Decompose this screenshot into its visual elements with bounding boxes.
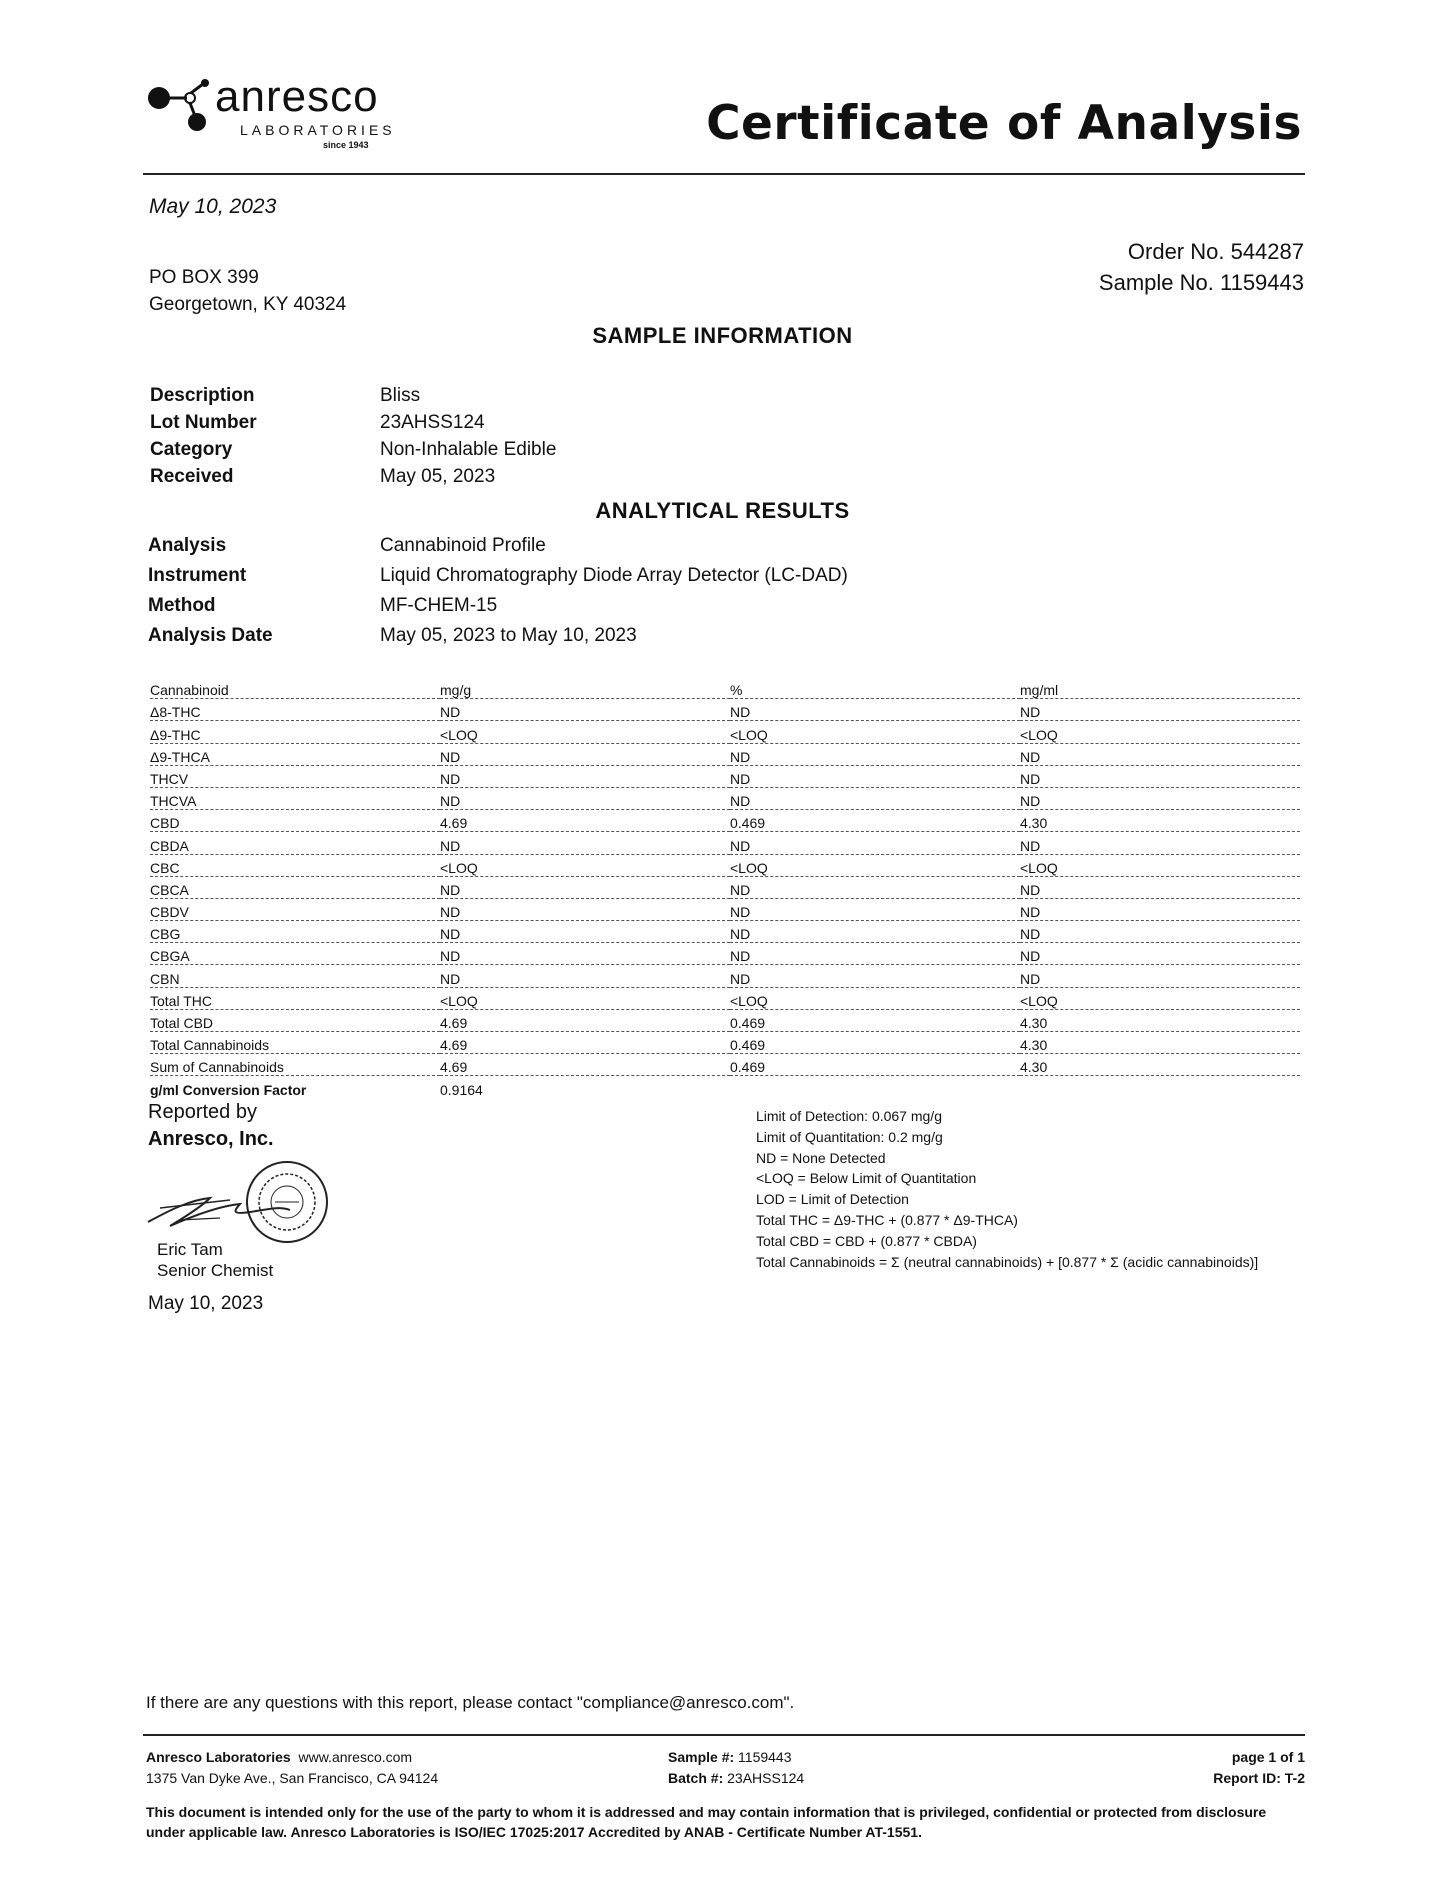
field-value: Liquid Chromatography Diode Array Detector (LC-DAD) — [380, 565, 848, 586]
field-label: Received — [150, 466, 234, 487]
result-value: ND — [440, 921, 730, 943]
result-value: ND — [1020, 943, 1300, 965]
corporate-seal-icon — [245, 1160, 330, 1245]
result-value: ND — [730, 943, 1020, 965]
logo-since: since 1943 — [323, 140, 369, 150]
result-value: ND — [440, 965, 730, 987]
footer-website: www.anresco.com — [298, 1749, 413, 1765]
result-value: ND — [1020, 898, 1300, 920]
result-value: ND — [730, 832, 1020, 854]
result-value: ND — [1020, 765, 1300, 787]
field-value: May 05, 2023 to May 10, 2023 — [380, 625, 637, 646]
sample-information-heading: SAMPLE INFORMATION — [592, 323, 853, 348]
analytical-row — [148, 532, 948, 562]
result-value: 4.69 — [440, 1009, 730, 1031]
field-value: Cannabinoid Profile — [380, 535, 546, 556]
order-info — [1099, 236, 1304, 298]
footer-batch-value: 23AHSS124 — [727, 1770, 805, 1786]
cannabinoid-name: THCVA — [150, 787, 440, 809]
column-header: mg/g — [440, 677, 730, 699]
footer-address: 1375 Van Dyke Ave., San Francisco, CA 94124 — [146, 1770, 439, 1786]
empty-cell — [1020, 1076, 1300, 1098]
note-line: ND = None Detected — [756, 1149, 886, 1166]
client-address — [149, 264, 346, 318]
footer-lab-name: Anresco Laboratories — [146, 1749, 291, 1765]
analytical-row — [148, 562, 948, 592]
column-header: Cannabinoid — [150, 677, 440, 699]
conversion-factor-row — [150, 1076, 1300, 1098]
table-row — [150, 765, 1300, 787]
table-row — [150, 987, 1300, 1009]
field-value: Bliss — [380, 385, 421, 406]
result-value: ND — [730, 765, 1020, 787]
cannabinoid-name: CBC — [150, 854, 440, 876]
analytical-results-heading: ANALYTICAL RESULTS — [595, 498, 850, 523]
result-value: ND — [440, 787, 730, 809]
table-row — [150, 943, 1300, 965]
result-value: <LOQ — [1020, 854, 1300, 876]
report-date: May 10, 2023 — [149, 195, 277, 218]
footer-sample-label: Sample #: — [668, 1749, 735, 1765]
sample-number: Sample No. 1159443 — [1098, 270, 1304, 295]
signature-date: May 10, 2023 — [148, 1293, 264, 1314]
result-value: 0.469 — [730, 810, 1020, 832]
cannabinoid-name: Total CBD — [150, 1009, 440, 1031]
sample-info-row — [150, 463, 850, 490]
field-label: Method — [148, 595, 216, 616]
table-row — [150, 743, 1300, 765]
result-value: ND — [1020, 743, 1300, 765]
contact-line: If there are any questions with this report, please contact "compliance@anresco.com". — [146, 1693, 795, 1712]
cannabinoid-name: THCV — [150, 765, 440, 787]
result-value: 4.30 — [1020, 810, 1300, 832]
reported-by-label: Reported by — [148, 1101, 257, 1123]
result-value: 4.30 — [1020, 1032, 1300, 1054]
result-value: ND — [730, 787, 1020, 809]
cannabinoid-name: Δ9-THC — [150, 721, 440, 743]
empty-cell — [730, 1076, 1020, 1098]
sample-info-row — [150, 436, 850, 463]
table-row — [150, 810, 1300, 832]
field-label: Category — [150, 439, 233, 460]
cannabinoid-name: Total THC — [150, 987, 440, 1009]
address-line-1: PO BOX 399 — [149, 267, 259, 288]
result-value: 4.69 — [440, 810, 730, 832]
table-row — [150, 876, 1300, 898]
signer-block — [157, 1239, 273, 1281]
footer-center — [668, 1747, 804, 1789]
table-row — [150, 832, 1300, 854]
result-value: ND — [730, 921, 1020, 943]
field-label: Description — [150, 385, 255, 406]
cannabinoid-name: Δ8-THC — [150, 699, 440, 721]
note-line: Total Cannabinoids = Σ (neutral cannabinoids) + [0.877 * Σ (acidic cannabinoids)] — [756, 1253, 1259, 1270]
cannabinoid-name: CBDA — [150, 832, 440, 854]
result-value: ND — [1020, 699, 1300, 721]
logo-subtitle: LABORATORIES — [240, 122, 396, 138]
document-title: Certificate of Analysis — [706, 96, 1302, 151]
anresco-logo — [145, 72, 415, 158]
result-value: <LOQ — [730, 721, 1020, 743]
result-value: 0.469 — [730, 1054, 1020, 1076]
result-value: <LOQ — [730, 987, 1020, 1009]
result-value: ND — [730, 743, 1020, 765]
footer-left — [146, 1747, 438, 1789]
footer-report-id: Report ID: T-2 — [1213, 1770, 1305, 1786]
conversion-factor-label: g/ml Conversion Factor — [150, 1081, 307, 1098]
result-value: ND — [440, 765, 730, 787]
table-row — [150, 921, 1300, 943]
result-value: ND — [730, 965, 1020, 987]
field-label: Lot Number — [150, 412, 257, 433]
result-value: 4.69 — [440, 1032, 730, 1054]
analytical-row — [148, 592, 948, 622]
result-value: <LOQ — [1020, 721, 1300, 743]
note-line: Total THC = Δ9-THC + (0.877 * Δ9-THCA) — [756, 1211, 1018, 1228]
field-value: MF-CHEM-15 — [380, 595, 498, 616]
table-row — [150, 699, 1300, 721]
table-row — [150, 787, 1300, 809]
cannabinoid-name: CBD — [150, 810, 440, 832]
notes-legend — [756, 1106, 1258, 1272]
footer-page: page 1 of 1 — [1231, 1749, 1305, 1765]
cannabinoid-name: CBGA — [150, 943, 440, 965]
address-line-2: Georgetown, KY 40324 — [149, 294, 347, 315]
result-value: <LOQ — [440, 987, 730, 1009]
cannabinoid-name: CBCA — [150, 876, 440, 898]
footer-divider — [143, 1734, 1305, 1736]
result-value: ND — [440, 743, 730, 765]
table-row — [150, 1032, 1300, 1054]
result-value: <LOQ — [440, 721, 730, 743]
field-label: Analysis Date — [148, 625, 273, 646]
result-value: <LOQ — [1020, 987, 1300, 1009]
result-value: ND — [1020, 832, 1300, 854]
cannabinoid-name: CBG — [150, 921, 440, 943]
analytical-row — [148, 622, 948, 652]
result-value: ND — [730, 876, 1020, 898]
result-value: ND — [440, 898, 730, 920]
table-row — [150, 1054, 1300, 1076]
result-value: ND — [730, 699, 1020, 721]
cannabinoid-name: Δ9-THCA — [150, 743, 440, 765]
result-value: 4.30 — [1020, 1009, 1300, 1031]
result-value: 4.30 — [1020, 1054, 1300, 1076]
header-divider — [143, 173, 1305, 175]
column-header: % — [730, 677, 1020, 699]
result-value: ND — [440, 699, 730, 721]
table-header-row — [150, 677, 1300, 699]
field-label: Analysis — [148, 535, 227, 556]
column-header: mg/ml — [1020, 677, 1300, 699]
table-row — [150, 898, 1300, 920]
note-line: Limit of Quantitation: 0.2 mg/g — [756, 1128, 943, 1145]
note-line: LOD = Limit of Detection — [756, 1191, 909, 1208]
table-row — [150, 854, 1300, 876]
footer-batch-label: Batch #: — [668, 1770, 724, 1786]
molecule-logo-icon — [145, 78, 220, 140]
result-value: 4.69 — [440, 1054, 730, 1076]
result-value: 0.469 — [730, 1032, 1020, 1054]
result-value: ND — [440, 832, 730, 854]
cannabinoid-name: Total Cannabinoids — [150, 1032, 440, 1054]
logo-wordmark: anresco — [215, 72, 379, 121]
sample-info-row — [150, 382, 850, 409]
result-value: ND — [1020, 787, 1300, 809]
note-line: Total CBD = CBD + (0.877 * CBDA) — [756, 1232, 977, 1249]
footer-sample-value: 1159443 — [738, 1749, 792, 1765]
order-number: Order No. 544287 — [1127, 239, 1304, 264]
sample-info-row — [150, 409, 850, 436]
note-line: <LOQ = Below Limit of Quantitation — [756, 1170, 977, 1187]
table-row — [150, 965, 1300, 987]
field-value: 23AHSS124 — [380, 412, 485, 433]
field-label: Instrument — [148, 565, 247, 586]
result-value: <LOQ — [440, 854, 730, 876]
result-value: ND — [1020, 965, 1300, 987]
signer-title: Senior Chemist — [157, 1261, 274, 1280]
result-value: <LOQ — [730, 854, 1020, 876]
result-value: ND — [730, 898, 1020, 920]
result-value: ND — [440, 943, 730, 965]
footer-right — [1213, 1747, 1305, 1789]
cannabinoid-name: Sum of Cannabinoids — [150, 1054, 440, 1076]
result-value: ND — [1020, 921, 1300, 943]
table-row — [150, 721, 1300, 743]
field-value: May 05, 2023 — [380, 466, 496, 487]
note-line: Limit of Detection: 0.067 mg/g — [756, 1108, 942, 1124]
field-value: Non-Inhalable Edible — [380, 439, 557, 460]
cannabinoid-name: CBN — [150, 965, 440, 987]
cannabinoid-results-table — [150, 677, 1300, 1098]
reporting-company: Anresco, Inc. — [148, 1128, 274, 1150]
result-value: ND — [1020, 876, 1300, 898]
cannabinoid-name: CBDV — [150, 898, 440, 920]
footer-disclaimer: This document is intended only for the use of the party to whom it is addressed and may contain information that is privileged, confidential or protected from disclosure under applicable law. Anresco Laboratories is ISO/IEC 17025:2017 Accredited by ANAB - Certificate Number AT-1551. — [146, 1804, 1267, 1840]
table-row — [150, 1009, 1300, 1031]
result-value: ND — [440, 876, 730, 898]
conversion-factor-value: 0.9164 — [440, 1081, 483, 1098]
result-value: 0.469 — [730, 1009, 1020, 1031]
signer-name: Eric Tam — [157, 1240, 223, 1259]
